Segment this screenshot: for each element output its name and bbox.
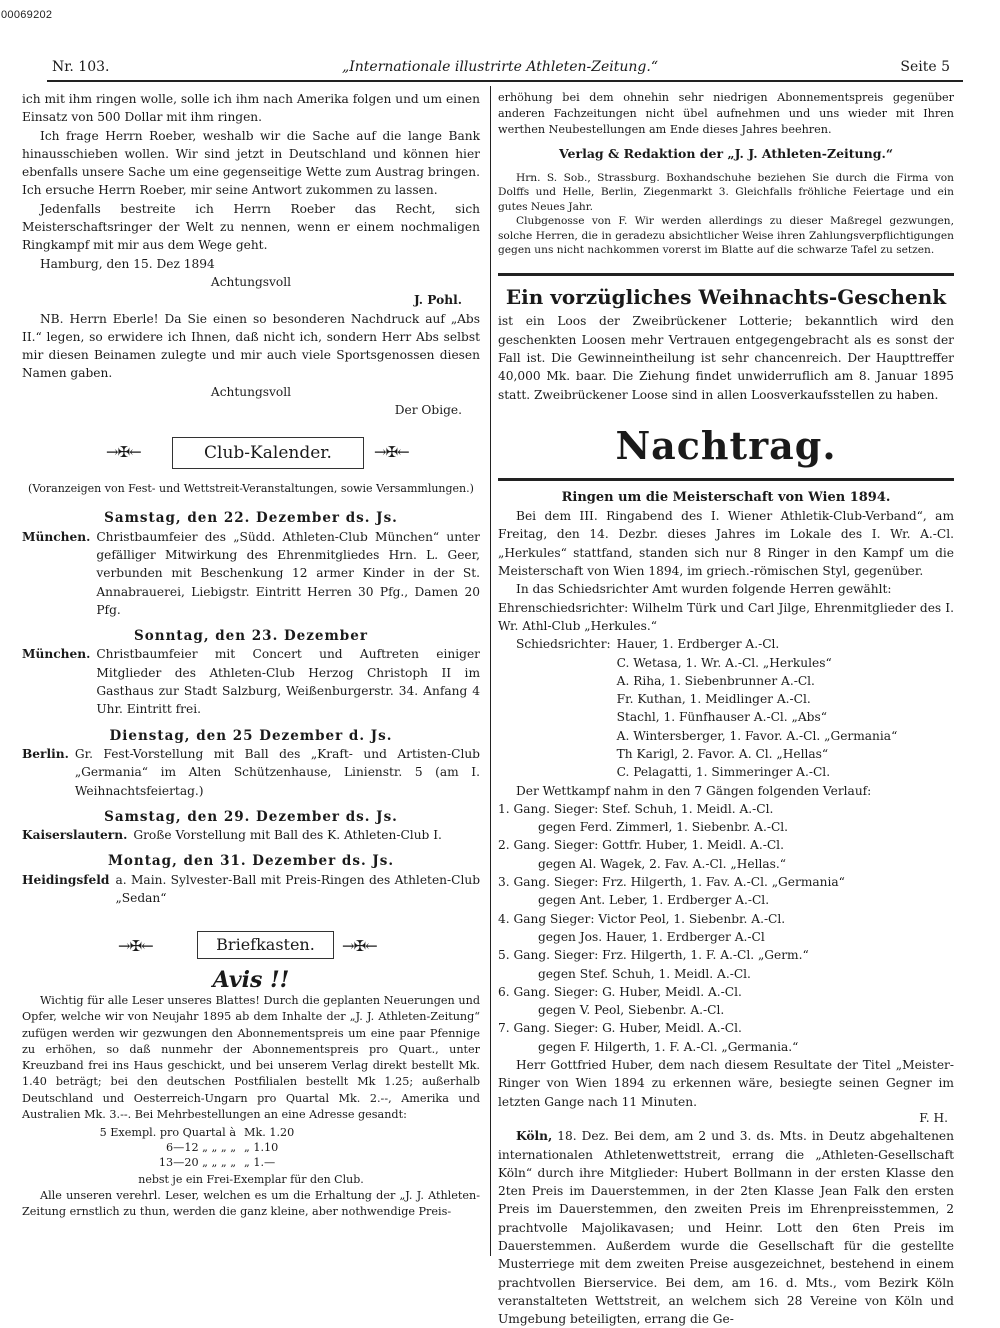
bout-loser: gegen V. Peol, Siebenbr. A.-Cl.: [538, 1003, 725, 1018]
event-text: Christbaumfeier mit Concert und Auftreten einiger Mitglieder des Athleten-Club Herzog Christoph II im Gasthaus zur Stadt Salzburg, Weißenburgerstr. 34. Anfang 4 Uhr. Eintritt frei.: [96, 647, 480, 717]
event-entry: [22, 808, 480, 845]
divider: [498, 478, 954, 481]
event-date: Samstag, den 29. Dezember ds. Js.: [104, 808, 398, 825]
bout-winner: 7. Gang. Sieger: G. Huber, Meidl. A.-Cl.: [498, 1021, 742, 1036]
bout: [498, 1019, 954, 1056]
nachtrag-title: Nachtrag.: [615, 422, 837, 468]
ad-text: ist ein Loos der Zweibrückener Lotterie; bekanntlich wird den geschenkten Loosen mehr Vertrauen entgegengebracht als es sonst der Fall ist. Die Gewinneintheilung ist sehr chancenreich. Der Haupttreffer 40,000 Mk. baar. Die Ziehung findet unwiderruflich am 8. Januar 1895 statt. Zweibrückener Loose sind in allen Loosverkaufsstellen zu haben.: [498, 314, 954, 402]
avis-paragraph: Wichtig für alle Leser unseres Blattes! Durch die geplanten Neuerungen und Opfer, welche wir von Neujahr 1895 ab dem Inhalte der „J. J. Athleten-Zeitung“ zufügen werden wir gezwungen den Abonnementspreis um eine paar Pfennige zu erhöhen, so daß nunmehr der Abonnementspreis pro Quart., unter Kreuzband frei ins Haus geschickt, und bei unserem Verlag direkt bestellt Mk. 1.40 beträgt; bei den deutschen Postfilialen bestellt Mk 1.25; außerhalb Deutschland und Oesterreich-Ungarn pro Quartal Mk. 2.--, Amerika und Australien Mk. 3.--. Bei Mehrbestellungen an eine Adresse gesandt:: [22, 994, 480, 1121]
right-column: [498, 90, 954, 1328]
event-city: München.: [22, 647, 91, 662]
bout-loser: gegen Al. Wagek, 2. Fav. A.-Cl. „Hellas.“: [538, 856, 787, 871]
nb-paragraph: NB. Herrn Eberle! Da Sie einen so besonderen Nachdruck auf „Abs II.“ legen, so erwidere ich Ihnen, daß nicht ich, sondern Herr Abs selbst mir diesen Beinamen zulegte und mir auch viele Sportsgenossen diesen Namen gaben.: [22, 311, 480, 381]
koeln-city: Köln,: [516, 1129, 553, 1144]
briefkasten-heading: [22, 929, 480, 967]
page-number: Seite 5: [900, 59, 950, 75]
bout-loser: gegen Ant. Leber, 1. Erdberger A.-Cl.: [538, 893, 770, 908]
price-table: [22, 1125, 480, 1170]
divider: [498, 273, 954, 276]
price-qty: 5 Exempl. pro Quartal à: [99, 1125, 236, 1139]
price-row: [22, 1140, 480, 1155]
price-value: Mk. 1.20: [244, 1125, 295, 1139]
column-divider: [490, 86, 491, 1256]
referee: Th Karigl, 2. Favor. A. Cl. „Hellas“: [616, 746, 829, 761]
bout-winner: 5. Gang. Sieger: Frz. Hilgerth, 1. F. A.-Cl. „Germ.“: [498, 948, 809, 963]
bout-loser: gegen Ferd. Zimmerl, 1. Siebenbr. A.-Cl.: [538, 820, 789, 835]
paragraph: Der Wettkampf nahm in den 7 Gängen folgenden Verlauf:: [516, 783, 872, 798]
price-qty: 13—20 „ „ „ „: [158, 1155, 236, 1169]
paragraph: Ehrenschiedsrichter: Wilhelm Türk und Carl Jilge, Ehrenmitglieder des I. Wr. Athl-Club „Herkules.“: [498, 600, 954, 633]
referee: A. Wintersberger, 1. Favor. A.-Cl. „Germania“: [616, 728, 898, 743]
event-entry: [22, 852, 480, 907]
scan-id: 00069202: [1, 9, 53, 21]
event-text: Große Vorstellung mit Ball des K. Athleten-Club I.: [133, 828, 442, 843]
bout-loser: gegen Jos. Hauer, 1. Erdberger A.-Cl: [538, 929, 765, 944]
ad-title: Ein vorzügliches Weihnachts-Geschenk: [505, 285, 947, 310]
issue-number: Nr. 103.: [52, 59, 110, 75]
event-date: Samstag, den 22. Dezember ds. Js.: [104, 510, 398, 527]
event-list: [22, 509, 480, 907]
bout-loser: gegen F. Hilgerth, 1. F. A.-Cl. „Germania.“: [538, 1039, 799, 1054]
referee: Hauer, 1. Erdberger A.-Cl.: [616, 637, 780, 652]
place-date: Hamburg, den 15. Dez 1894: [40, 256, 215, 271]
bout: [498, 910, 954, 947]
signature: J. Pohl.: [413, 293, 462, 308]
bout-winner: 6. Gang. Sieger: G. Huber, Meidl. A.-Cl.: [498, 984, 742, 999]
running-header: [40, 58, 960, 76]
bout: [498, 800, 954, 837]
paragraph: Jedenfalls bestreite ich Herrn Roeber das Recht, sich Meisterschaftsringer der Welt zu nennen, wenn er einem nochmaligen Ringkampf mit mir aus dem Wege geht.: [22, 201, 480, 253]
event-date: Sonntag, den 23. Dezember: [134, 628, 368, 645]
price-value: „ 1.10: [244, 1140, 279, 1154]
avis-paragraph: Alle unseren verehrl. Leser, welchen es um die Erhaltung der „J. J. Athleten-Zeitung ernstlich zu thun, werden die ganz kleine, aber nothwendige Preis-: [22, 1188, 480, 1219]
bout: [498, 983, 954, 1020]
event-date: Dienstag, den 25 Dezember d. Js.: [109, 727, 393, 744]
bout-winner: 4. Gang Sieger: Victor Peol, 1. Siebenbr. A.-Cl.: [498, 911, 786, 926]
regards: Achtungsvoll: [210, 384, 292, 399]
event-entry: [22, 727, 480, 800]
notice: Clubgenosse von F. Wir werden allerdings zu dieser Maßregel gezwungen, solche Herren, die in geradezu absichtlicher Weise ihren Zahlungsverpflichtigungen gegen uns nicht nachkommen vorerst im Blatte auf die schwarze Tafel zu setzen.: [498, 215, 954, 256]
koeln-paragraph: [498, 1127, 954, 1328]
price-qty: 6—12 „ „ „ „: [166, 1140, 236, 1154]
ornament-icon: →✠←: [342, 937, 377, 956]
price-row: [22, 1155, 480, 1170]
bout: [498, 836, 954, 873]
header-rule: [47, 80, 963, 82]
bout-winner: 1. Gang. Sieger: Stef. Schuh, 1. Meidl. A.-Cl.: [498, 801, 774, 816]
referee: Fr. Kuthan, 1. Meidlinger A.-Cl.: [616, 692, 811, 707]
event-text: a. Main. Sylvester-Ball mit Preis-Ringen des Athleten-Club „Sedan“: [115, 872, 480, 905]
freebie-note: nebst je ein Frei-Exemplar für den Club.: [138, 1172, 364, 1186]
publisher-line: Verlag & Redaktion der „J. J. Athleten-Zeitung.“: [558, 145, 894, 161]
referee: Stachl, 1. Fünfhauser A.-Cl. „Abs“: [616, 710, 827, 725]
event-entry: [22, 509, 480, 619]
notice: Hrn. S. Sob., Strassburg. Boxhandschuhe beziehen Sie durch die Firma von Dolffs und Helle, Berlin, Ziegenmarkt 3. Gleichfalls fröhliche Feiertage und ein gutes Neues Jahr.: [498, 171, 954, 213]
bout: [498, 946, 954, 983]
referee-block: [498, 635, 954, 781]
price-value: „ 1.—: [244, 1155, 276, 1169]
paragraph: erhöhung bei dem ohnehin sehr niedrigen Abonnementspreis gegenüber anderen Fachzeitungen nicht übel aufnehmen und uns wieder mit Ihren werthen Neubestellungen am Ende dieses Jahres beehren.: [498, 91, 954, 137]
referee: A. Riha, 1. Siebenbrunner A.-Cl.: [616, 673, 815, 688]
referee-label: Schiedsrichter:: [516, 637, 611, 652]
ornament-icon: →✠←: [118, 937, 153, 956]
ornament-icon: →✠←: [374, 443, 409, 462]
paragraph: ich mit ihm ringen wolle, solle ich ihm nach Amerika folgen und um einen Einsatz von 500 Dollar mit ihm ringen.: [22, 92, 480, 125]
bout-list: [498, 800, 954, 1056]
event-city: Kaiserslautern.: [22, 828, 128, 843]
event-entry: [22, 627, 480, 718]
newspaper-title: „Internationale illustrirte Athleten-Zeitung.“: [341, 59, 658, 75]
bout: [498, 873, 954, 910]
section-title: Club-Kalender.: [172, 437, 364, 469]
section-title: Briefkasten.: [197, 931, 334, 959]
event-city: Berlin.: [22, 746, 69, 761]
referee-list: [617, 635, 898, 781]
left-column: [22, 90, 480, 1220]
referee: C. Wetasa, 1. Wr. A.-Cl. „Herkules“: [616, 655, 832, 670]
paragraph: Herr Gottfried Huber, dem nach diesem Resultate der Titel „Meister-Ringer von Wien 1894 zu erkennen wäre, besiegte seinen Gegner im letzten Gange nach 11 Minuten.: [498, 1058, 954, 1109]
event-text: Gr. Fest-Vorstellung mit Ball des „Kraft- und Artisten-Club „Germania“ im Alten Schützenhause, Linienstr. 5 (am I. Weihnachtsfeiertag.): [74, 746, 480, 798]
club-subtitle: (Voranzeigen von Fest- und Wettstreit-Veranstaltungen, sowie Versammlungen.): [28, 482, 474, 496]
avis-title: Avis !!: [212, 967, 290, 994]
event-city: München.: [22, 529, 91, 544]
referee: C. Pelagatti, 1. Simmeringer A.-Cl.: [616, 765, 831, 780]
signature: Der Obige.: [394, 403, 462, 418]
signature: F. H.: [919, 1110, 948, 1125]
event-text: Christbaumfeier des „Südd. Athleten-Club München“ unter gefälliger Mitwirkung des Ehrenmitgliedes Hrn. L. Geer, verbunden mit Beschenkung 12 armer Kinder in der St. Annabrauerei, Liebigstr. Eintritt Herren 30 Pfg., Damen 20 Pfg.: [96, 529, 480, 617]
ornament-icon: →✠←: [106, 443, 141, 462]
event-date: Montag, den 31. Dezember ds. Js.: [107, 853, 395, 870]
club-kalender-heading: [22, 431, 480, 477]
price-row: [22, 1125, 480, 1140]
paragraph: In das Schiedsrichter Amt wurden folgende Herren gewählt:: [516, 582, 892, 597]
bout-winner: 3. Gang. Sieger: Frz. Hilgerth, 1. Fav. A.-Cl. „Germania“: [498, 875, 845, 890]
paragraph: Ich frage Herrn Roeber, weshalb wir die Sache auf die lange Bank hinausschieben wollen. Wir sind jetzt in Deutschland und können hier ebenfalls unsere Sache um eine gegenseitige Wette zum Austrag bringen. Ich ersuche Herrn Roeber, mir seine Antwort zukommen zu lassen.: [22, 128, 480, 198]
bout-winner: 2. Gang. Sieger: Gottfr. Huber, 1. Meidl. A.-Cl.: [498, 838, 784, 853]
paragraph: Bei dem III. Ringabend des I. Wiener Athletik-Club-Verband“, am Freitag, den 14. Dezbr. dieses Jahres im Lokale des I. Wr. A.-Cl. „Herkules“ stattfand, standen sich nur 8 Ringer in den Kampf um die Meisterschaft von Wien 1894, im griech.-römischen Styl, gegenüber.: [498, 509, 954, 579]
bout-loser: gegen Stef. Schuh, 1. Meidl. A.-Cl.: [538, 966, 751, 981]
regards: Achtungsvoll: [210, 274, 292, 289]
event-city: Heidingsfeld: [22, 872, 110, 887]
article-title: Ringen um die Meisterschaft von Wien 1894.: [561, 489, 891, 505]
koeln-text: 18. Dez. Bei dem, am 2 und 3. ds. Mts. in Deutz abgehaltenen internationalen Athletenwettstreit, errang die „Athleten-Gesellschaft Köln“ durch ihre Mitglieder: Hubert Bollmann in der ersten Klasse den 2ten Preis im Dauerstemmen, in der 2ten Klasse Jean Falk den ersten Preis im Dauerstemmen, den zweiten Preis im Ehrenpreisstemmen, 2 prachtvolle Majolikavasen; und Heinr. Lott den 6ten Preis im Dauerstemmen. Außerdem wurde die Gesellschaft für die gestellte Musterriege mit dem zweiten Preise ausgezeichnet, bestehend in einem prachtvollen Bierservice. Bei dem, am 16. d. Mts., vom Bezirk Köln veranstalteten Wettstreit, an welchem sich 28 Vereine von Köln und Umgebung beteiligten, errang die Ge-: [498, 1129, 954, 1327]
